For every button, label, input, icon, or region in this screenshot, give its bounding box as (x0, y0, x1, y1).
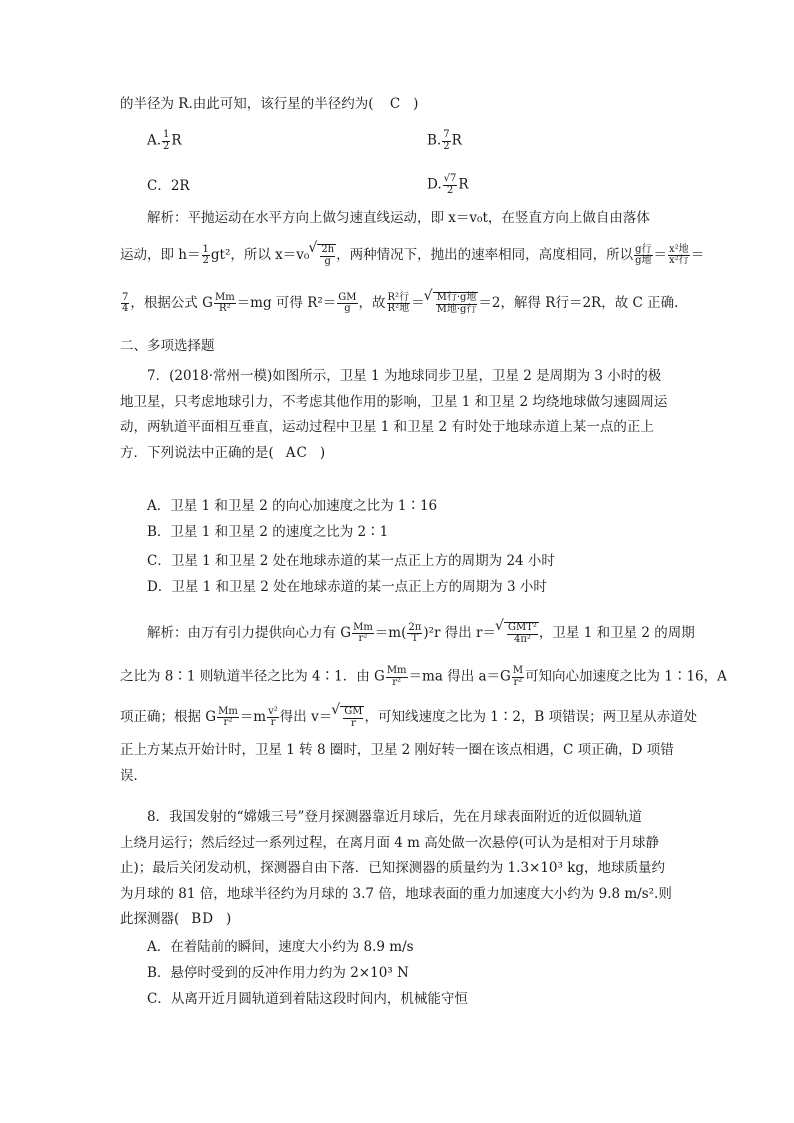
denominator: M地·g行 (436, 303, 477, 315)
denominator: R²地 (387, 303, 410, 314)
denominator: g (324, 255, 331, 267)
q7-stem-line-2: 地卫星，只考虑地球引力，不考虑其他作用的影响，卫星 1 和卫星 2 均绕地球做匀速圆周运 (120, 394, 668, 410)
sqrt (340, 706, 364, 729)
denominator: T (411, 633, 419, 644)
q6-opt-d-suffix: R (458, 176, 469, 193)
q7-option-d: D．卫星 1 和卫星 2 处在地球赤道的某一点正上方的周期为 3 小时 (147, 579, 547, 595)
fraction (337, 293, 357, 315)
text: ＝m (239, 709, 267, 725)
numerator: 2π (408, 621, 422, 633)
text: 之比为 8∶1 则轨道半径之比为 4∶1．由 G (120, 668, 385, 685)
denominator: R² (219, 303, 231, 314)
numerator: √ GMT² (508, 622, 537, 633)
fraction (214, 293, 236, 315)
sqrt (433, 292, 479, 315)
numerator: R²行 (387, 291, 410, 303)
numerator: √ M行·g地 (436, 292, 477, 303)
fraction (352, 623, 374, 645)
fraction (387, 293, 411, 315)
text: gt²，所以 x＝v₀ (210, 247, 310, 263)
numerator: g行 (635, 243, 652, 255)
denominator: x²行 (669, 255, 689, 266)
fraction (634, 245, 652, 267)
q8-option-c: C．从离开近月圆轨道到着陆这段时间内，机械能守恒 (147, 991, 468, 1007)
text: ＝2，解得 R行＝2R，故 C 正确. (478, 295, 679, 311)
text: 项正确；根据 G (120, 709, 217, 725)
text: ) (319, 445, 326, 461)
q6-option-c: C．2R (147, 178, 190, 194)
fraction (407, 623, 422, 645)
cbrt (504, 622, 539, 645)
text: ＝m( (374, 625, 407, 641)
q8-stem-line-4: 为月球的 81 倍，地球半径约为月球的 3.7 倍，地球表面的重力加速度大小约为 9.8 m/s².则 (120, 886, 672, 902)
text: ＝ (653, 247, 668, 263)
fraction (202, 245, 210, 267)
numerator: 1 (202, 243, 209, 255)
numerator: √ 2h (321, 244, 335, 255)
numerator: v² (268, 705, 278, 717)
denominator: r² (392, 676, 402, 688)
q6-option-b (427, 130, 462, 152)
denominator: 2 (202, 255, 209, 266)
denominator: r² (513, 676, 523, 688)
q8-answer: BD (191, 911, 215, 927)
q6-opt-b-prefix: B. (427, 132, 442, 149)
numerator: Mm (218, 705, 238, 717)
q8-option-a: A．在着陆前的瞬间，速度大小约为 8.9 m/s (147, 939, 414, 955)
denominator: g (344, 303, 351, 314)
text: ，故 (358, 295, 386, 311)
q7-solution-line-4: 正上方某点开始计时，卫星 1 转 8 圈时，卫星 2 刚好转一圈在该点相遇，C 项正确，D 项错 (120, 742, 674, 758)
fraction (512, 666, 524, 688)
numerator: √7 (443, 173, 457, 184)
q7-solution-line-1 (147, 622, 695, 645)
numerator: GM (338, 291, 357, 303)
q6-opt-a-suffix: R (171, 132, 182, 149)
fraction (343, 707, 363, 729)
q8-stem-line-5 (120, 913, 231, 927)
fraction (443, 174, 458, 196)
q8-option-b: B．悬停时受到的反冲作用力约为 2×10³ N (147, 965, 409, 981)
fraction (442, 130, 450, 152)
text: ，卫星 1 和卫星 2 的周期 (538, 625, 695, 641)
denominator: 4 (122, 303, 129, 314)
denominator: r (270, 717, 276, 728)
numerator: √ GM (344, 706, 363, 717)
q8-stem-line-3: 止)；最后关闭发动机，探测器自由下落．已知探测器的质量约为 1.3×10³ kg，地球质量约 (120, 860, 666, 876)
q7-solution-line-5: 误． (120, 768, 147, 784)
q7-option-b: B．卫星 1 和卫星 2 的速度之比为 2∶1 (147, 524, 389, 540)
denominator: r² (223, 717, 233, 728)
q6-close: ) (413, 96, 419, 112)
text: ＝mg 可得 R²＝ (236, 295, 337, 311)
q7-option-a: A．卫星 1 和卫星 2 的向心加速度之比为 1∶16 (147, 498, 438, 514)
numerator: 7 (122, 291, 129, 303)
fraction (668, 245, 690, 267)
q6-option-d (427, 174, 469, 196)
text: 可知向心加速度之比为 1∶16，A (525, 668, 727, 685)
q7-option-c: C．卫星 1 和卫星 2 处在地球赤道的某一点正上方的周期为 24 小时 (147, 553, 555, 569)
q6-opt-b-suffix: R (451, 132, 462, 149)
fraction (386, 666, 408, 688)
section-title: 二、多项选择题 (120, 338, 215, 354)
q6-opt-d-prefix: D. (427, 176, 442, 193)
denominator: g地 (635, 255, 652, 266)
denominator: r (350, 717, 356, 729)
text: 解析：由万有引力提供向心力有 G (147, 625, 352, 641)
numerator: x²地 (669, 243, 689, 255)
numerator: Mm (353, 621, 373, 633)
numerator: Mm (386, 665, 407, 676)
fraction (162, 130, 170, 152)
q7-stem-line-1: 7．(2018·常州一模)如图所示，卫星 1 为地球同步卫星，卫星 2 是周期为 3 小时的极 (147, 368, 662, 384)
numerator: 1 (163, 129, 170, 140)
q6-option-a (147, 130, 182, 152)
q6-solution-line-3 (120, 292, 678, 315)
fraction (267, 707, 279, 729)
denominator: 2 (443, 140, 450, 152)
q6-opt-a-prefix: A. (147, 132, 162, 149)
numerator: M (512, 665, 524, 676)
text: ，根据公式 G (130, 295, 213, 311)
text: 运动，即 h＝ (120, 247, 201, 263)
denominator: r² (358, 633, 368, 644)
q8-stem-line-1: 8．我国发射的“嫦娥三号”登月探测器靠近月球后，先在月球表面附近的近似圆轨道 (147, 809, 642, 825)
text: ) (226, 911, 232, 927)
q7-stem-line-3: 动，两轨道平面相互垂直，运动过程中卫星 1 和卫星 2 有时处于地球赤道上某一点的正上 (120, 419, 654, 435)
q6-stem-text: 的半径为 R.由此可知，该行星的半径约为( (120, 96, 374, 112)
q6-stem-tail (120, 98, 418, 112)
text: 得出 v＝ (279, 709, 333, 725)
q6-answer: C (389, 96, 402, 112)
text: ，可知线速度之比为 1∶2，B 项错误；两卫星从赤道处 (364, 709, 698, 725)
text: 此探测器( (120, 911, 180, 927)
q7-stem-line-4 (120, 447, 325, 461)
numerator: Mm (214, 291, 235, 303)
fraction (436, 293, 478, 315)
text: )²r 得出 r＝ (423, 625, 496, 641)
fraction (507, 623, 538, 645)
fraction (320, 245, 335, 267)
text: ＝ (690, 247, 705, 263)
fraction (121, 293, 129, 315)
q7-solution-line-3 (120, 706, 697, 729)
denominator: 2 (163, 140, 170, 152)
denominator: 4π² (513, 633, 531, 645)
q6-solution-line-2 (120, 244, 704, 267)
numerator: 7 (443, 129, 450, 140)
text: ＝ (411, 295, 425, 311)
text: ，两种情况下，抛出的速率相同，高度相同，所以 (336, 247, 634, 263)
q8-stem-line-2: 上绕月运行；然后经过一系列过程，在离月面 4 m 高处做一次悬停(可认为是相对于月球静 (120, 835, 660, 851)
text: 方．下列说法中正确的是( (120, 445, 274, 461)
fraction (217, 707, 239, 729)
q6-solution-line-1: 解析：平抛运动在水平方向上做匀速直线运动，即 x＝v₀t，在竖直方向上做自由落体 (147, 210, 650, 226)
q7-solution-line-2 (120, 666, 727, 688)
q7-answer: AC (285, 445, 308, 461)
denominator: 2 (446, 184, 454, 196)
sqrt (317, 244, 336, 267)
text: ＝ma 得出 a＝G (408, 668, 511, 685)
